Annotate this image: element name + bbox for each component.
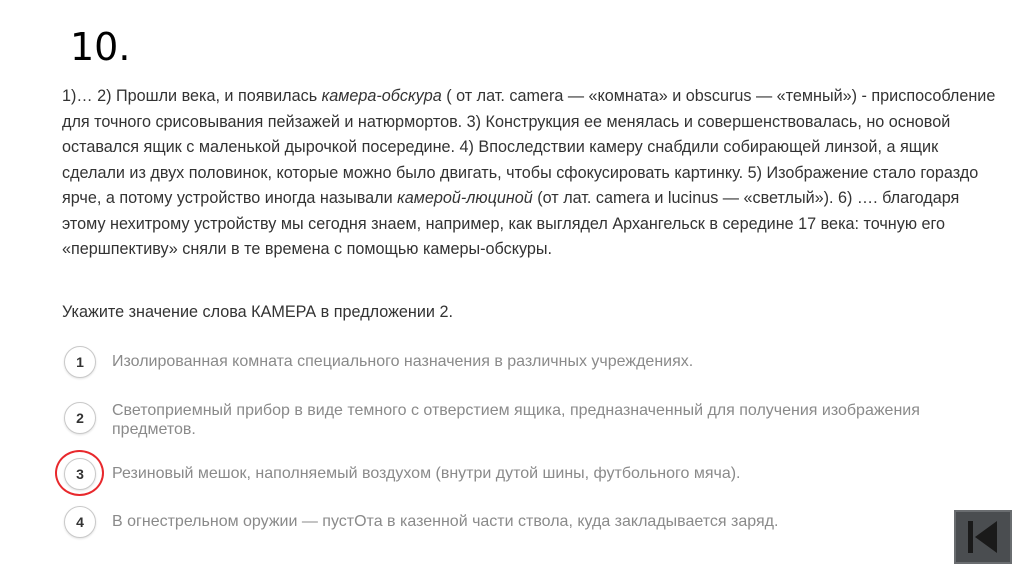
option-number-badge[interactable]: 4 <box>64 506 96 538</box>
back-to-start-button[interactable] <box>954 510 1012 564</box>
option-number-badge[interactable]: 2 <box>64 402 96 434</box>
passage-part-3: (от лат. camera и lucinus — «светлый»). 6) …. благодаря этому нехитрому устройству мы сегодня знаем, например, как выглядел Архангельск в середине 17 века: точную его «першпективу» сняли в те времена с помощью камеры-обскуры. <box>62 189 960 258</box>
passage-term-camera-obscura: камера-обскура <box>321 87 442 105</box>
answer-option-4[interactable] <box>64 506 932 538</box>
answer-option-2[interactable] <box>64 402 932 439</box>
option-number-badge-selected[interactable]: 3 <box>64 458 96 490</box>
option-number-badge[interactable]: 1 <box>64 346 96 378</box>
question-prompt: Укажите значение слова КАМЕРА в предложении 2. <box>62 303 453 321</box>
answer-option-3[interactable] <box>64 458 932 490</box>
passage-text <box>62 84 997 263</box>
slide-number: 10. <box>70 25 131 69</box>
option-text[interactable]: Светоприемный прибор в виде темного с отверстием ящика, предназначенный для получения изображения предметов. <box>112 402 920 438</box>
answer-option-1[interactable] <box>64 346 932 378</box>
passage-part-1: 1)… 2) Прошли века, и появилась <box>62 87 322 105</box>
skip-back-icon <box>963 517 1003 557</box>
passage-term-camera-lucida: камерой-люциной <box>397 189 533 207</box>
option-text[interactable]: Изолированная комната специального назначения в различных учреждениях. <box>112 353 694 370</box>
option-text[interactable]: Резиновый мешок, наполняемый воздухом (внутри дутой шины, футбольного мяча). <box>112 465 741 482</box>
option-text[interactable]: В огнестрельном оружии — пустОта в казенной части ствола, куда закладывается заряд. <box>112 513 779 530</box>
passage-part-2: ( от лат. camera — «комната» и obscurus — «темный») - приспособление для точного срисовывания пейзажей и натюрмортов. 3) Конструкция ее менялась и совершенствовалась, но основой оставался ящик с маленькой дырочкой посередине. 4) Впоследствии камеру снабдили собирающей линзой, а ящик сделали из двух половинок, которые можно было двигать, чтобы сфокусировать картинку. 5) Изображение стало гораздо ярче, а потому устройство иногда называли <box>62 87 996 207</box>
